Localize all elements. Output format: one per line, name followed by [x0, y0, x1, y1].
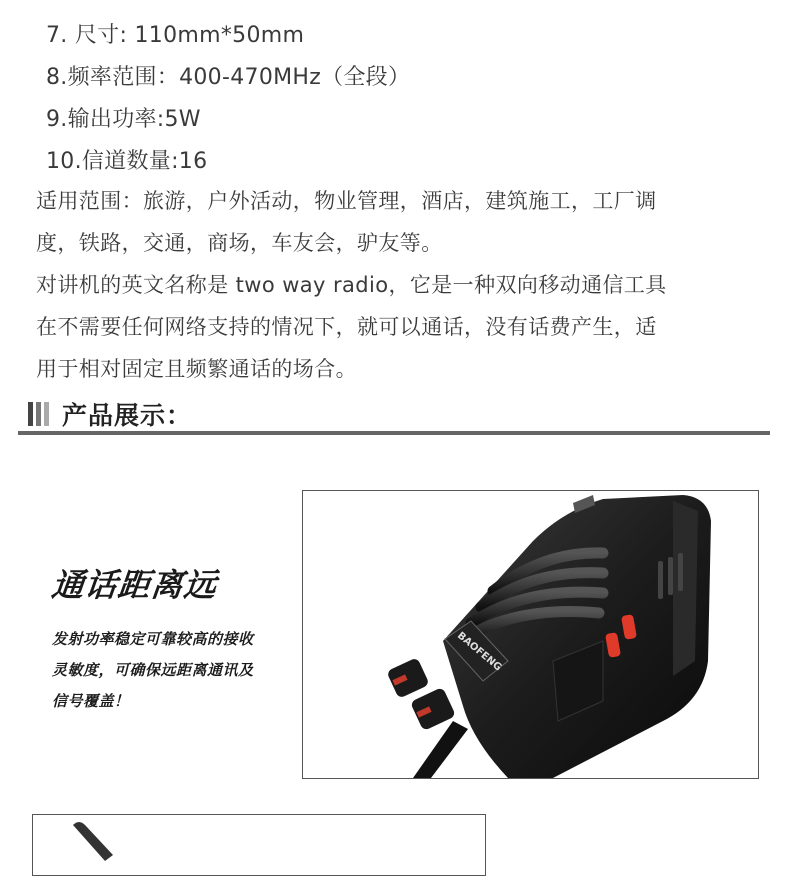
walkie-talkie-illustration	[303, 491, 758, 778]
description-line-1: 对讲机的英文名称是 two way radio，它是一种双向移动通信工具	[36, 273, 667, 297]
spec-power: 9.输出功率:5W	[46, 107, 201, 132]
section-bars-icon	[28, 402, 56, 426]
channel-knob	[410, 687, 456, 731]
brand-label: BAOFENG	[454, 630, 504, 674]
description-line-2: 在不需要任何网络支持的情况下，就可以通话，没有话费产生，适	[36, 315, 657, 339]
antenna-illustration	[33, 815, 485, 875]
product-photo-2	[32, 814, 486, 876]
feature-desc-line-2: 灵敏度，可确保远距离通讯及	[52, 661, 254, 679]
product-photo	[302, 490, 759, 779]
section-divider	[18, 431, 770, 435]
section-title: 产品展示：	[62, 401, 193, 430]
spec-frequency: 8.频率范围：400-470MHz（全段）	[46, 65, 411, 90]
feature-desc-line-3: 信号覆盖！	[52, 692, 130, 710]
feature-desc-line-1: 发射功率稳定可靠较高的接收	[52, 630, 254, 648]
usage-line-1: 适用范围：旅游，户外活动，物业管理，酒店，建筑施工，工厂调	[36, 189, 657, 213]
description-line-3: 用于相对固定且频繁通话的场合。	[36, 357, 357, 381]
volume-knob	[386, 657, 429, 699]
usage-line-2: 度，铁路，交通，商场，车友会，驴友等。	[36, 231, 443, 255]
spec-size: 7. 尺寸: 110mm*50mm	[46, 23, 305, 48]
spec-channels: 10.信道数量:16	[46, 149, 208, 174]
feature-title: 通话距离远	[49, 566, 219, 604]
section-header	[18, 396, 770, 436]
